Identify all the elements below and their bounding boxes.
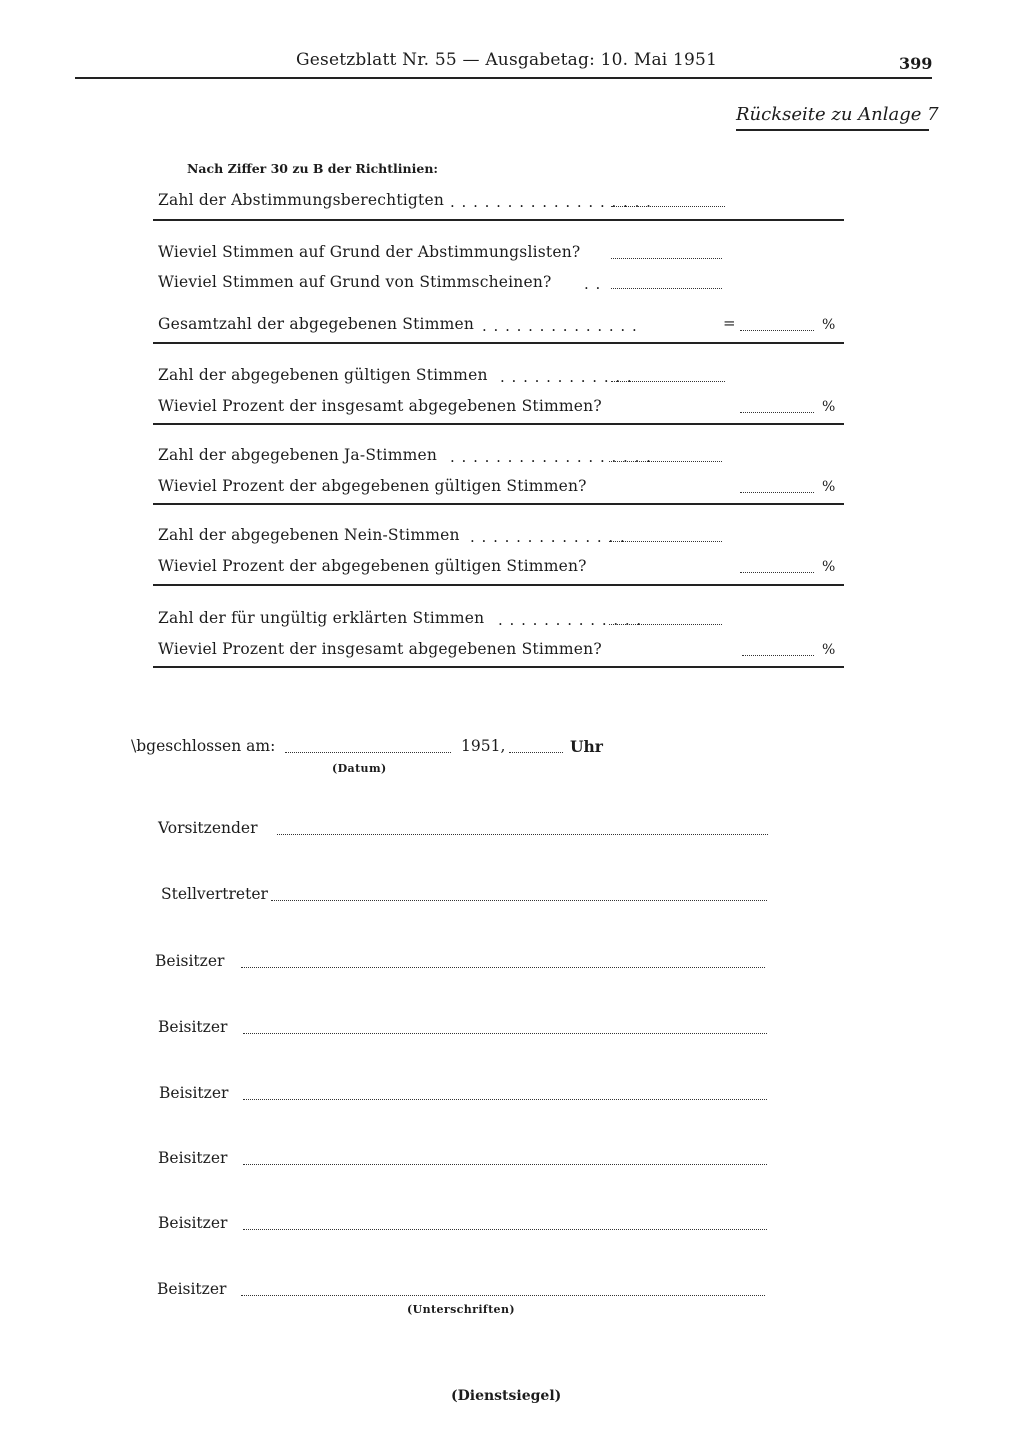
leader-dots: . . [584,275,602,293]
closing-date-field[interactable] [285,752,451,753]
leader-dots: . . . . . . . . . . . . . [498,611,643,629]
section-rule [153,503,844,505]
section-rule [153,423,844,425]
answer-field-valid[interactable] [611,381,725,382]
section-rule [153,584,844,586]
assessor-signature-field[interactable] [243,1229,767,1230]
assessor-signature-field[interactable] [243,1099,767,1100]
leader-dots: . . . . . . . . . . . . . . . . . . [450,448,652,466]
deputy-label: Stellvertreter [161,885,268,903]
closing-time-field[interactable] [509,752,563,753]
deputy-signature-field[interactable] [271,900,767,901]
leader-dots: . . . . . . . . . . . . . . [470,528,626,546]
question-total-cast: Gesamtzahl der abgegebenen Stimmen [158,315,475,333]
gazette-header-title: Gesetzblatt Nr. 55 — Ausgabetag: 10. Mai 1951 [296,50,718,70]
page-number: 399 [899,54,933,73]
question-no: Zahl der abgegebenen Nein-Stimmen [158,526,460,544]
answer-field-total-cast[interactable] [740,330,814,331]
percent-sign: % [822,317,836,333]
answer-field-yes[interactable] [609,461,722,462]
assessor-signature-field[interactable] [243,1033,767,1034]
assessor-label: Beisitzer [155,952,225,970]
question-invalid-percent: Wieviel Prozent der insgesamt abgegebenen Stimmen? [158,640,602,658]
assessor-label: Beisitzer [158,1018,228,1036]
answer-field-invalid[interactable] [609,624,722,625]
answer-field-eligible[interactable] [611,206,725,207]
answer-field-invalid-percent[interactable] [742,655,814,656]
question-valid-percent: Wieviel Prozent der insgesamt abgegebenen Stimmen? [158,397,602,415]
leader-dots: . . . . . . . . . . . . . . [482,317,638,335]
section-rule [153,219,844,221]
answer-field-valid-percent[interactable] [740,412,814,413]
question-invalid: Zahl der für ungültig erklärten Stimmen [158,609,485,627]
annex-label: Rückseite zu Anlage 7 [736,104,939,125]
assessor-label: Beisitzer [157,1280,227,1298]
leader-dots: . . . . . . . . . . . . [500,368,633,386]
closing-year: 1951, [461,737,506,755]
chair-signature-field[interactable] [277,834,768,835]
assessor-signature-field[interactable] [241,1295,765,1296]
chair-label: Vorsitzender [158,819,258,837]
closing-label: \bgeschlossen am: [131,737,276,755]
percent-sign: % [822,559,836,575]
assessor-label: Beisitzer [159,1084,229,1102]
percent-sign: % [822,399,836,415]
closing-time-unit: Uhr [570,737,603,756]
question-eligible: Zahl der Abstimmungsberechtigten [158,191,445,209]
answer-field-yes-percent[interactable] [740,492,814,493]
question-valid: Zahl der abgegebenen gültigen Stimmen [158,366,488,384]
question-votes-lists: Wieviel Stimmen auf Grund der Abstimmungslisten? [158,243,581,261]
assessor-signature-field[interactable] [243,1164,767,1165]
answer-field-votes-certificates[interactable] [611,288,722,289]
answer-field-no[interactable] [609,541,722,542]
question-yes-percent: Wieviel Prozent der abgegebenen gültigen Stimmen? [158,477,587,495]
header-rule [75,77,932,79]
date-caption: (Datum) [332,762,387,775]
question-votes-certificates: Wieviel Stimmen auf Grund von Stimmscheinen? [158,273,552,291]
assessor-label: Beisitzer [158,1149,228,1167]
annex-underline [736,129,929,131]
percent-sign: % [822,642,836,658]
section-subheading: Nach Ziffer 30 zu B der Richtlinien: [187,161,439,176]
question-yes: Zahl der abgegebenen Ja-Stimmen [158,446,438,464]
question-no-percent: Wieviel Prozent der abgegebenen gültigen Stimmen? [158,557,587,575]
assessor-signature-field[interactable] [241,967,765,968]
official-seal-caption: (Dienstsiegel) [451,1388,562,1404]
percent-sign: % [822,479,836,495]
answer-field-votes-lists[interactable] [611,258,722,259]
section-rule [153,342,844,344]
answer-field-no-percent[interactable] [740,572,814,573]
assessor-label: Beisitzer [158,1214,228,1232]
equals-sign: = [723,314,736,332]
section-rule [153,666,844,668]
leader-dots: . . . . . . . . . . . . . . . . . . [450,193,652,211]
signatures-caption: (Unterschriften) [407,1303,515,1316]
